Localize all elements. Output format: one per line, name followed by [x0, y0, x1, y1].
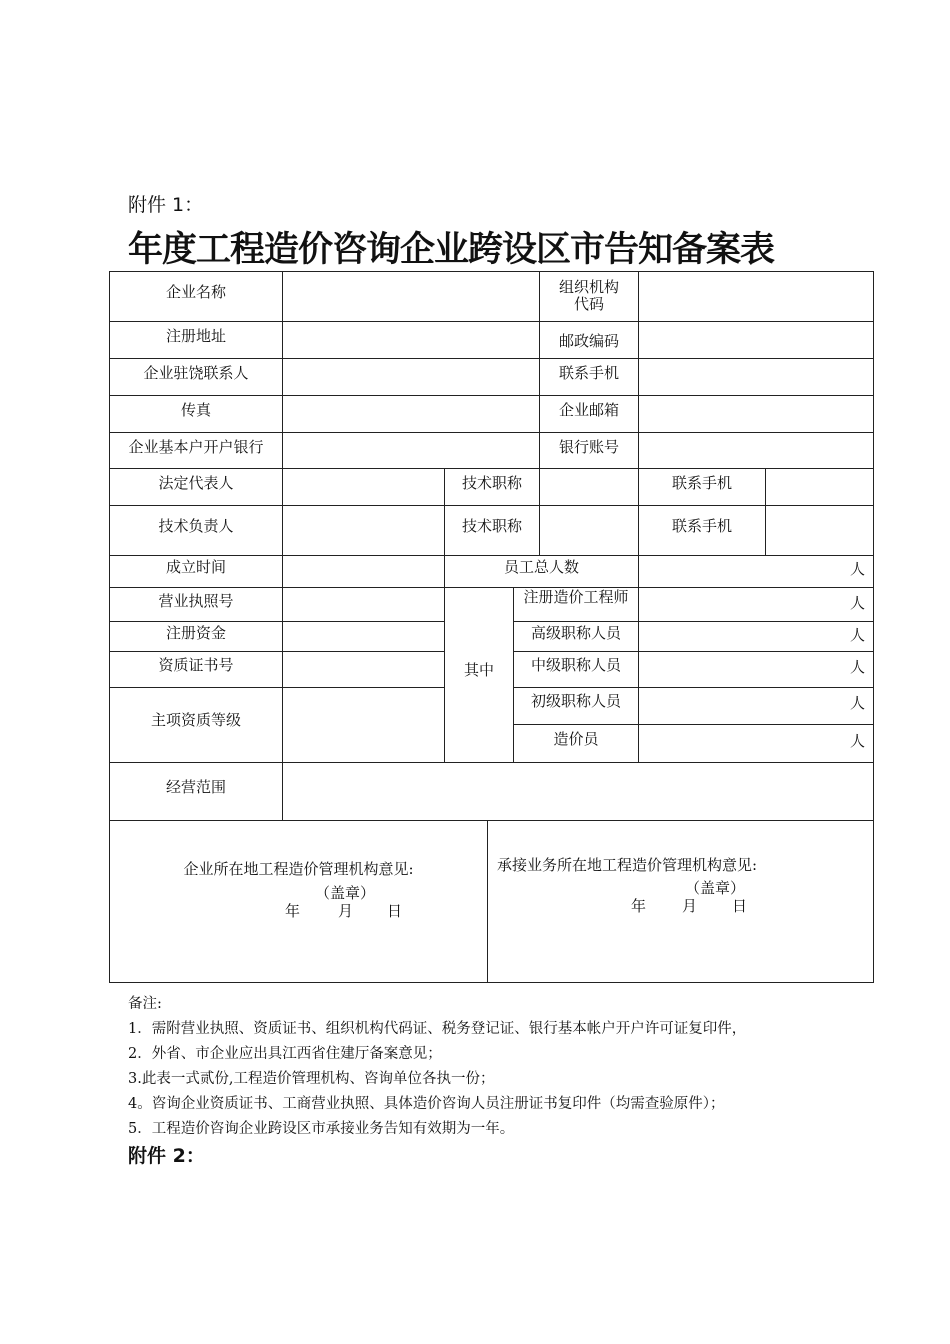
date-year-right: 年	[631, 897, 647, 915]
label-main-grade: 主项资质等级	[150, 711, 241, 729]
unit-person: 人	[850, 732, 866, 750]
input-company-email[interactable]	[639, 396, 873, 432]
attachment-2-label: 附件 2：	[128, 1145, 205, 1167]
label-business-scope: 经营范围	[165, 778, 226, 796]
input-junior-title[interactable]	[639, 688, 873, 724]
opinion-left-label: 企业所在地工程造价管理机构意见:	[183, 860, 414, 878]
opinion-right-label: 承接业务所在地工程造价管理机构意见:	[497, 856, 758, 874]
label-company-name: 企业名称	[165, 283, 226, 301]
label-company-email: 企业邮箱	[558, 401, 619, 419]
table-border-right	[873, 271, 874, 983]
label-license-no: 营业执照号	[158, 592, 234, 610]
date-month-right: 月	[682, 897, 698, 915]
row-line	[110, 468, 874, 469]
input-reg-address[interactable]	[283, 322, 539, 358]
form-title: 年度工程造价咨询企业跨设区市告知备案表	[128, 229, 775, 270]
unit-person: 人	[850, 626, 866, 644]
label-senior-title: 高级职称人员	[530, 624, 621, 642]
reg-cost-engineer-cell	[514, 588, 638, 621]
input-legal-rep[interactable]	[283, 469, 444, 505]
note-item: 2．外省、市企业应出具江西省住建厅备案意见；	[128, 1046, 442, 1062]
input-senior-title[interactable]	[639, 622, 873, 651]
label-mid-title: 中级职称人员	[530, 656, 621, 674]
input-reg-cost-engineer[interactable]	[639, 588, 873, 621]
label-contact-person: 企业驻饶联系人	[143, 364, 249, 382]
input-staff-total[interactable]	[639, 556, 873, 587]
label-tech-title-2: 技术职称	[461, 517, 522, 535]
table-border-bottom	[110, 982, 874, 983]
unit-person: 人	[850, 594, 866, 612]
input-bank-account[interactable]	[639, 433, 873, 468]
date-day-left: 日	[387, 902, 403, 920]
date-day-right: 日	[732, 897, 748, 915]
input-cert-no[interactable]	[283, 652, 444, 687]
input-org-code[interactable]	[639, 272, 873, 321]
col-line	[444, 468, 445, 762]
label-cert-no: 资质证书号	[158, 656, 234, 674]
input-company-name[interactable]	[283, 272, 539, 321]
seal-right: （盖章）	[684, 879, 745, 897]
label-reg-capital: 注册资金	[165, 624, 226, 642]
note-item: 1．需附营业执照、资质证书、组织机构代码证、税务登记证、银行基本帐户开户许可证复印件，	[128, 1021, 747, 1037]
input-bank-name[interactable]	[283, 433, 539, 468]
input-postcode[interactable]	[639, 322, 873, 358]
label-bank-account: 银行账号	[558, 438, 619, 456]
unit-person: 人	[850, 560, 866, 578]
label-mobile: 联系手机	[671, 474, 732, 492]
label-contact-mobile: 联系手机	[558, 364, 619, 382]
label-reg-address: 注册地址	[165, 327, 226, 345]
note-item: 4。咨询企业资质证书、工商营业执照、具体造价咨询人员注册证书复印件（均需查验原件）；	[128, 1096, 725, 1112]
col-line	[487, 820, 488, 982]
note-item: 5．工程造价咨询企业跨设区市承接业务告知有效期为一年。	[128, 1121, 515, 1137]
note-item: 3.此表一式贰份,工程造价管理机构、咨询单位各执一份；	[128, 1071, 495, 1087]
unit-person: 人	[850, 694, 866, 712]
label-mobile-2: 联系手机	[671, 517, 732, 535]
label-founded: 成立时间	[165, 558, 226, 576]
input-reg-capital[interactable]	[283, 622, 444, 651]
input-tech-title-2[interactable]	[540, 506, 638, 555]
label-cost-clerk: 造价员	[553, 730, 599, 748]
input-mid-title[interactable]	[639, 652, 873, 687]
date-month-left: 月	[338, 902, 354, 920]
label-tech-title: 技术职称	[461, 474, 522, 492]
input-main-grade[interactable]	[283, 688, 444, 762]
input-fax[interactable]	[283, 396, 539, 432]
input-mobile-2[interactable]	[766, 506, 873, 555]
label-among: 其中	[463, 661, 494, 679]
label-tech-lead: 技术负责人	[158, 517, 234, 535]
input-tech-lead[interactable]	[283, 506, 444, 555]
label-junior-title: 初级职称人员	[530, 692, 621, 710]
label-reg-cost-engineer: 注册造价工程师	[523, 588, 629, 606]
input-contact-mobile[interactable]	[639, 359, 873, 395]
input-cost-clerk[interactable]	[639, 725, 873, 762]
input-mobile[interactable]	[766, 469, 873, 505]
seal-left: （盖章）	[314, 884, 375, 902]
label-bank-name: 企业基本户开户银行	[128, 438, 264, 456]
input-tech-title[interactable]	[540, 469, 638, 505]
row-line	[110, 820, 874, 821]
input-business-scope[interactable]	[283, 763, 873, 820]
input-founded[interactable]	[283, 556, 444, 587]
label-fax: 传真	[180, 401, 211, 419]
label-org-code: 组织机构代码	[558, 278, 619, 313]
input-contact-person[interactable]	[283, 359, 539, 395]
attachment-1-label: 附件 1：	[128, 194, 204, 216]
unit-person: 人	[850, 658, 866, 676]
label-legal-rep: 法定代表人	[158, 474, 234, 492]
label-staff-total: 员工总人数	[503, 558, 579, 576]
row-line	[110, 505, 874, 506]
notes-heading: 备注:	[128, 996, 162, 1012]
label-postcode: 邮政编码	[558, 332, 619, 350]
date-year-left: 年	[285, 902, 301, 920]
input-license-no[interactable]	[283, 588, 444, 621]
